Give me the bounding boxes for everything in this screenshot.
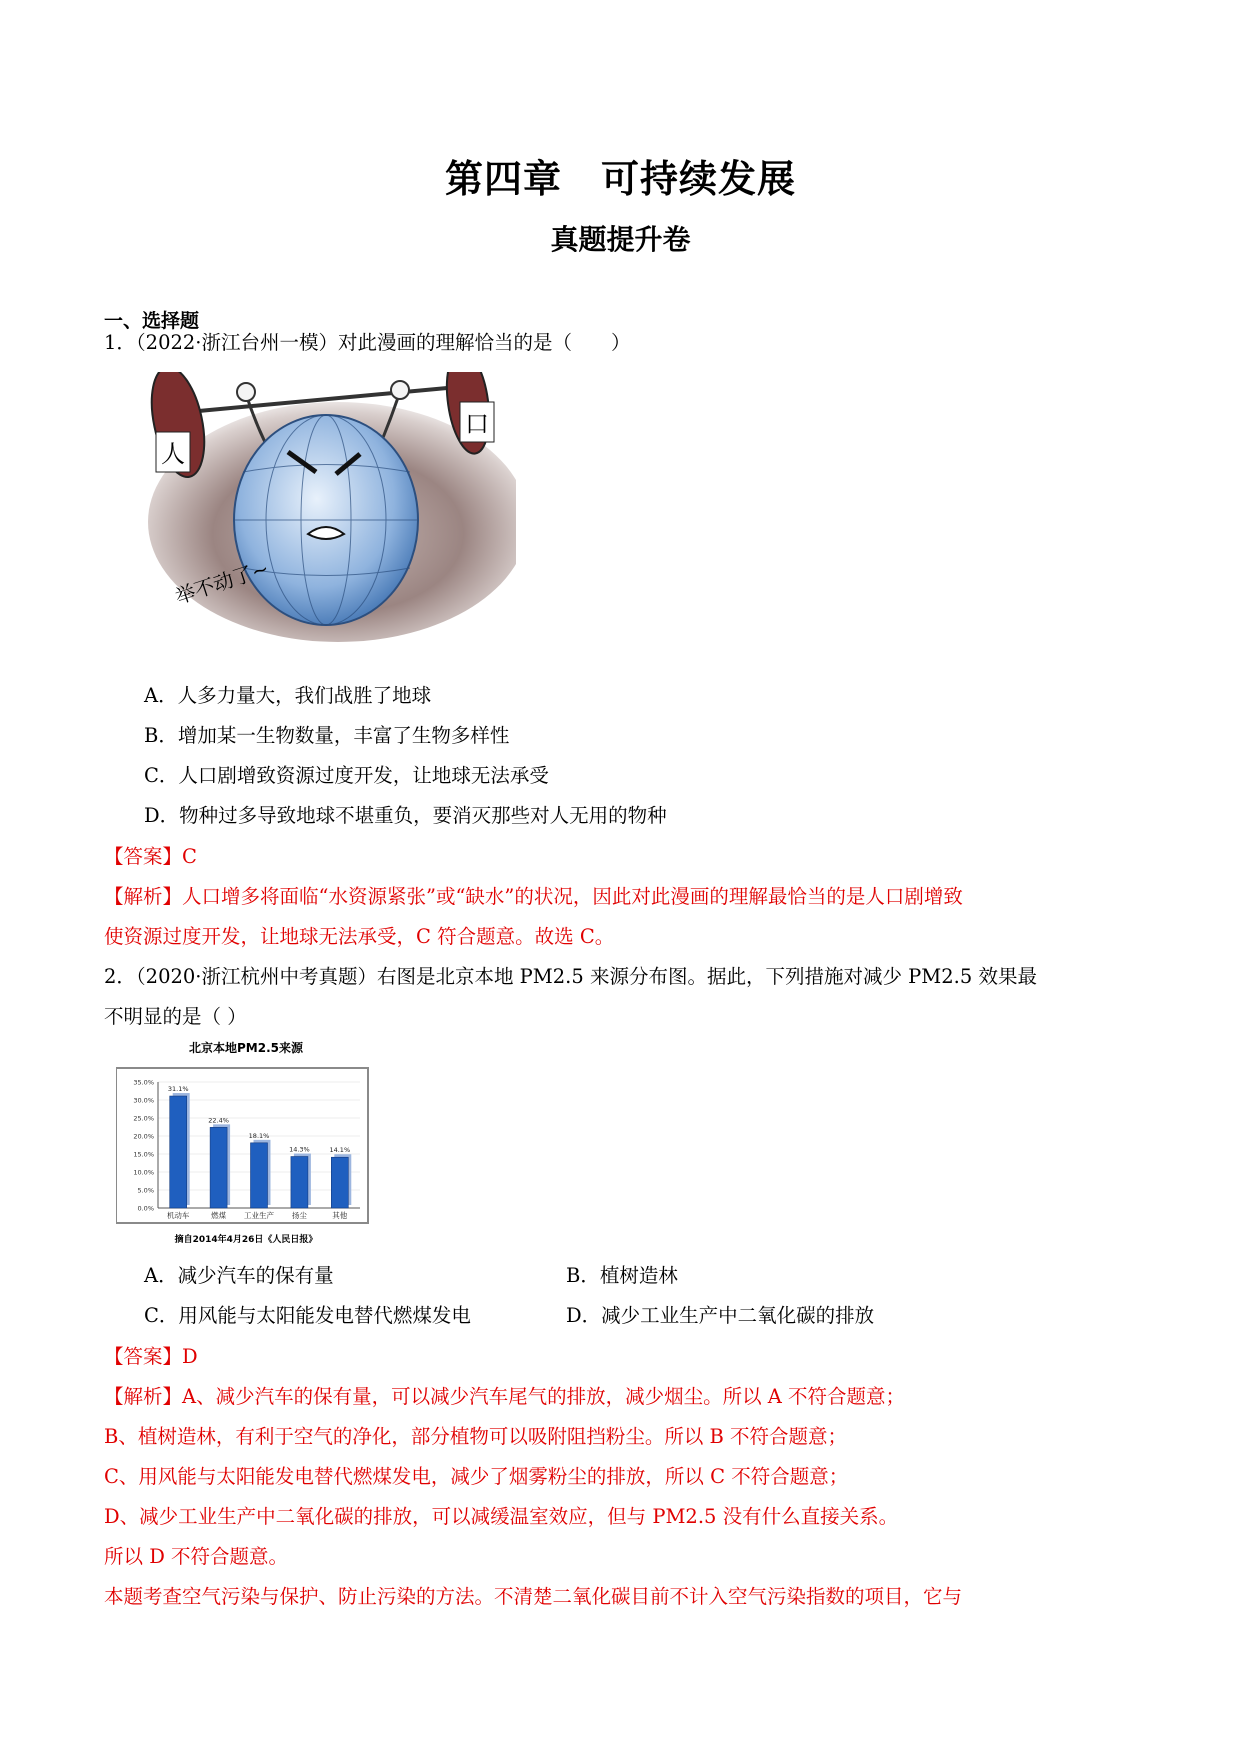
- chart-bar: [210, 1127, 227, 1208]
- chart-category-label: 燃煤: [211, 1211, 227, 1220]
- chart-data-label: 31.1%: [167, 1085, 189, 1094]
- q2-answer: 【答案】D: [104, 1345, 198, 1368]
- chart-ytick-label: 10.0%: [133, 1168, 154, 1177]
- q1-analysis-line-2: 使资源过度开发，让地球无法承受，C 符合题意。故选 C。: [104, 925, 615, 948]
- chart-ytick-label: 25.0%: [133, 1114, 154, 1123]
- chart-bar: [170, 1096, 187, 1208]
- q1-option-c: C．人口剧增致资源过度开发，让地球无法承受: [144, 764, 549, 787]
- q2-option-c: C．用风能与太阳能发电替代燃煤发电: [144, 1304, 471, 1327]
- q1-analysis-line-1: 【解析】人口增多将面临“水资源紧张”或“缺水”的状况，因此对此漫画的理解最恰当的是人口剧增致: [104, 885, 963, 908]
- pm25-chart: [116, 1038, 378, 1248]
- chart-source: 摘自2014年4月26日《人民日报》: [174, 1235, 318, 1245]
- q1-option-a: A．人多力量大，我们战胜了地球: [144, 684, 432, 707]
- cartoon-image: [138, 372, 516, 644]
- q2-stem-line-2: 不明显的是（ ）: [104, 1005, 247, 1028]
- chart-ytick-label: 0.0%: [137, 1204, 154, 1213]
- cartoon-label-right: 口: [465, 410, 489, 438]
- q2-analysis-line-6: 本题考查空气污染与保护、防止污染的方法。不清楚二氧化碳目前不计入空气污染指数的项目，它与: [104, 1585, 963, 1608]
- q1-option-d: D．物种过多导致地球不堪重负，要消灭那些对人无用的物种: [144, 804, 667, 827]
- q2-option-d: D．减少工业生产中二氧化碳的排放: [566, 1304, 875, 1327]
- chart-category-label: 其他: [332, 1211, 348, 1220]
- chart-bar: [331, 1157, 348, 1208]
- q2-analysis-line-4: D、减少工业生产中二氧化碳的排放，可以减缓温室效应，但与 PM2.5 没有什么直接关系。: [104, 1505, 899, 1528]
- chart-category-label: 工业生产: [244, 1211, 274, 1220]
- q2-analysis-line-2: B、植树造林，有利于空气的净化，部分植物可以吸附阻挡粉尘。所以 B 不符合题意；: [104, 1425, 848, 1448]
- cartoon-caption: 举不动了~: [172, 556, 272, 609]
- chart-bar: [251, 1143, 268, 1208]
- q2-analysis-line-1: 【解析】A、减少汽车的保有量，可以减少汽车尾气的排放，减少烟尘。所以 A 不符合题意；: [104, 1385, 906, 1408]
- q2-option-b: B．植树造林: [566, 1264, 678, 1287]
- chart-data-label: 14.1%: [329, 1146, 351, 1155]
- page-subtitle: 真题提升卷: [550, 223, 691, 256]
- chart-category-label: 扬尘: [291, 1211, 307, 1220]
- chart-ytick-label: 15.0%: [133, 1150, 154, 1159]
- section-heading: 一、选择题: [104, 310, 200, 332]
- chart-title: 北京本地PM2.5来源: [189, 1041, 303, 1055]
- chart-data-label: 22.4%: [208, 1116, 229, 1125]
- chart-ytick-label: 5.0%: [137, 1186, 154, 1195]
- chart-data-label: 14.3%: [289, 1145, 310, 1154]
- chart-ytick-label: 35.0%: [133, 1078, 154, 1087]
- chart-category-label: 机动车: [166, 1211, 190, 1220]
- cartoon-label-left: 人: [161, 440, 185, 468]
- q2-option-a: A．减少汽车的保有量: [144, 1264, 334, 1287]
- page-title: 第四章 可持续发展: [444, 156, 796, 201]
- q2-analysis-line-5: 所以 D 不符合题意。: [104, 1545, 289, 1568]
- q1-option-b: B．增加某一生物数量，丰富了生物多样性: [144, 724, 510, 747]
- chart-ytick-label: 30.0%: [133, 1096, 154, 1105]
- q2-analysis-line-3: C、用风能与太阳能发电替代燃煤发电，减少了烟雾粉尘的排放，所以 C 不符合题意；: [104, 1465, 849, 1488]
- chart-bar: [291, 1157, 308, 1208]
- chart-ytick-label: 20.0%: [133, 1132, 154, 1141]
- chart-data-label: 18.1%: [248, 1131, 270, 1140]
- q2-stem-line-1: 2．（2020·浙江杭州中考真题）右图是北京本地 PM2.5 来源分布图。据此，下列措施对减少 PM2.5 效果最: [104, 965, 1037, 988]
- q1-answer: 【答案】C: [104, 845, 197, 868]
- q1-stem: 1．（2022·浙江台州一模）对此漫画的理解恰当的是（ ）: [104, 331, 631, 354]
